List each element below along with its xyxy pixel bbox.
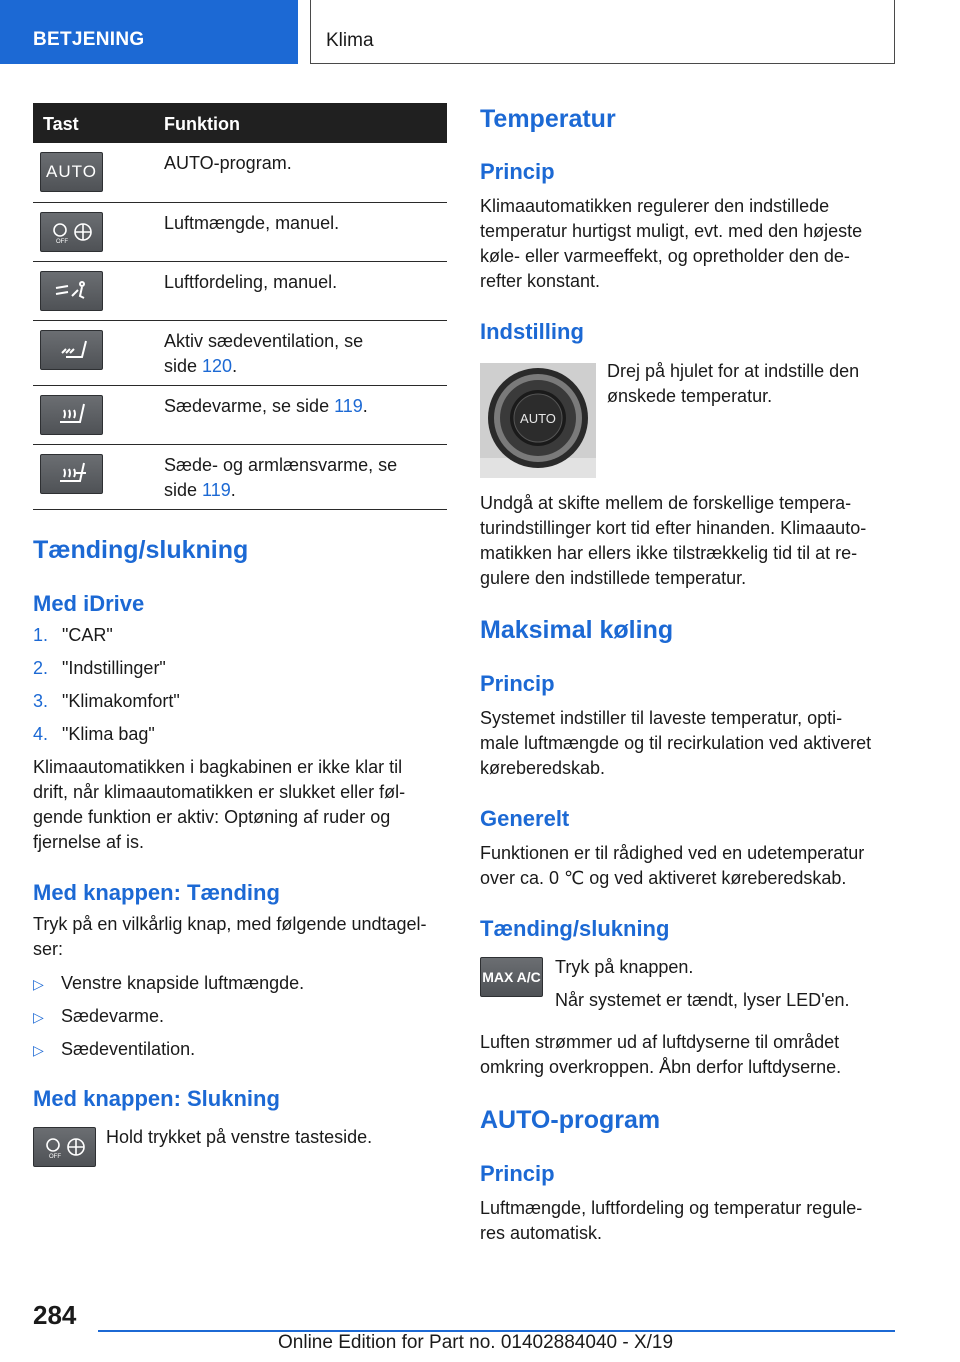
table-row bbox=[33, 445, 447, 510]
heading-taending-2: Tænding/slukning bbox=[480, 916, 670, 941]
paragraph-tryk: Tryk på knappen. bbox=[555, 957, 694, 977]
row-text: Luftmængde, manuel. bbox=[164, 213, 340, 233]
table-row bbox=[33, 386, 447, 445]
paragraph-slukning: Hold trykket på venstre tasteside. bbox=[106, 1127, 373, 1147]
knob-label: AUTO bbox=[520, 411, 556, 426]
paragraph-led: Når systemet er tændt, lyser LED'en. bbox=[555, 990, 850, 1010]
air-distribution-icon bbox=[40, 271, 103, 311]
heading-temperatur: Temperatur bbox=[480, 105, 616, 133]
row-text: Sæde- og armlænsvarme, se side 119. bbox=[164, 455, 398, 500]
paragraph-idrive: Klimaautomatikken i bagkabinen er ikke klar til drift, når klimaautomatikken er slukket eller føl- gende funktion er aktiv: Optøning af ruder og fjernelse af is. bbox=[33, 757, 406, 852]
page-number: 284 bbox=[33, 1300, 77, 1330]
table-row bbox=[33, 143, 447, 203]
seat-heating-icon bbox=[40, 395, 103, 435]
heading-princip-2: Princip bbox=[480, 671, 555, 696]
seat-armrest-heating-icon bbox=[40, 454, 103, 494]
table-row bbox=[33, 321, 447, 386]
heading-indstilling: Indstilling bbox=[480, 319, 584, 344]
page-link[interactable]: 119 bbox=[334, 396, 363, 416]
section-tab bbox=[0, 0, 298, 64]
list-item: 4. "Klima bag" bbox=[33, 724, 155, 744]
paragraph-luft: Luften strømmer ud af luftdyserne til området omkring overkroppen. Åbn derfor luftdyserne. bbox=[480, 1032, 842, 1077]
list-item: 1. "CAR" bbox=[33, 625, 113, 645]
table-row bbox=[33, 203, 447, 262]
temperature-knob-image bbox=[480, 363, 596, 478]
col-header-function: Funktion bbox=[164, 114, 240, 134]
row-text: Aktiv sædeventilation, se side 120. bbox=[164, 331, 364, 376]
heading-generelt: Generelt bbox=[480, 806, 570, 831]
paragraph-princip-2: Systemet indstiller til laveste temperatur, opti- male luftmængde og til recirkulation ved aktiveret køreberedskab. bbox=[480, 708, 872, 778]
list-item: ▷ Sædevarme. bbox=[33, 1006, 165, 1026]
chapter-title: Klima bbox=[326, 30, 374, 51]
paragraph-generelt: Funktionen er til rådighed ved en udetemperatur over ca. 0 ℃ og ved aktiveret køreberedskab. bbox=[480, 843, 865, 888]
key-function-table bbox=[33, 103, 447, 510]
svg-text:OFF: OFF bbox=[55, 239, 68, 245]
paragraph-princip: Klimaautomatikken regulerer den indstillede temperatur hurtigst muligt, evt. med den højeste køle- eller varmeeffekt, og opretholder den de- refter konstant. bbox=[480, 196, 863, 291]
table-header bbox=[33, 103, 447, 143]
row-text: Sædevarme, se side 119. bbox=[164, 396, 368, 416]
svg-text:OFF: OFF bbox=[48, 1154, 61, 1160]
edition-text: Online Edition for Part no. 01402884040 - X/19 bbox=[278, 1332, 674, 1353]
seat-ventilation-icon bbox=[40, 330, 103, 370]
paragraph-undga: Undgå at skifte mellem de forskellige tempera- turindstillinger kort tid efter hinanden. Klimaauto- matikken har ellers ikke tilstrækkelig tid til at re- gulere den indstillede temperatur. bbox=[480, 493, 867, 588]
heading-taending: Tænding/slukning bbox=[33, 536, 249, 564]
page-link[interactable]: 120 bbox=[202, 356, 233, 376]
heading-idrive: Med iDrive bbox=[33, 591, 145, 616]
list-item: 2. "Indstillinger" bbox=[33, 658, 166, 678]
paragraph-knap-taending: Tryk på en vilkårlig knap, med følgende undtagel- ser: bbox=[33, 914, 427, 959]
fan-off-icon bbox=[33, 1127, 96, 1167]
heading-princip-3: Princip bbox=[480, 1161, 555, 1186]
fan-off-icon bbox=[40, 212, 103, 252]
section-title: BETJENING bbox=[33, 29, 145, 50]
heading-knap-taending: Med knappen: Tænding bbox=[33, 880, 280, 905]
paragraph-indstilling: Drej på hjulet for at indstille den ønskede temperatur. bbox=[607, 361, 860, 406]
paragraph-princip-3: Luftmængde, luftfordeling og temperatur regule- res automatisk. bbox=[480, 1198, 863, 1243]
heading-knap-slukning: Med knappen: Slukning bbox=[33, 1086, 280, 1111]
heading-auto-program: AUTO-program bbox=[480, 1106, 661, 1134]
list-item: ▷ Venstre knapside luftmængde. bbox=[33, 973, 305, 993]
chapter-tab bbox=[310, 0, 895, 64]
list-item: ▷ Sædeventilation. bbox=[33, 1039, 196, 1059]
list-item: 3. "Klimakomfort" bbox=[33, 691, 180, 711]
row-text: AUTO-program. bbox=[164, 153, 292, 173]
auto-button-image: AUTO bbox=[40, 152, 103, 192]
heading-princip: Princip bbox=[480, 159, 555, 184]
table-row bbox=[33, 262, 447, 321]
row-text: Luftfordeling, manuel. bbox=[164, 272, 338, 292]
col-header-key: Tast bbox=[43, 114, 79, 134]
heading-maksimal-koling: Maksimal køling bbox=[480, 616, 674, 644]
page-link[interactable]: 119 bbox=[202, 480, 231, 500]
max-ac-button-image: MAX A/C bbox=[480, 957, 543, 997]
